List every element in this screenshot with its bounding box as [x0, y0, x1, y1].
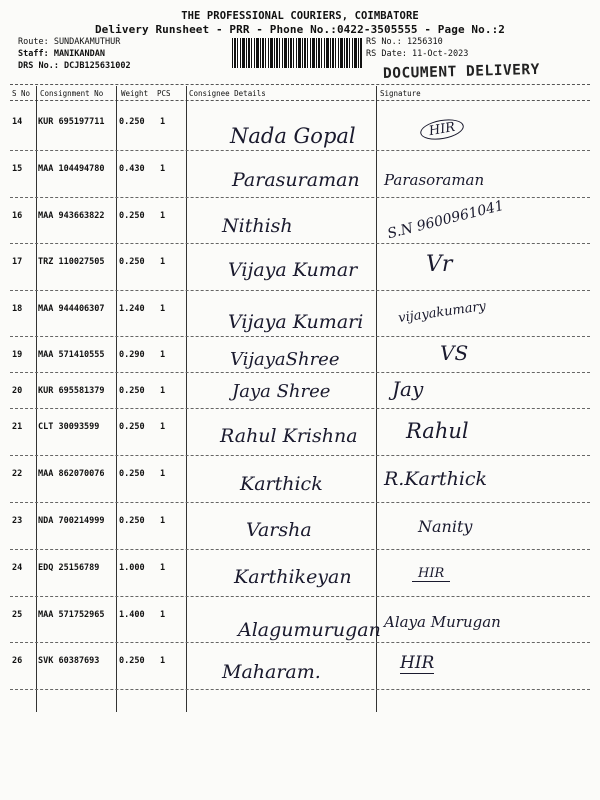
row-weight: 1.000: [119, 563, 145, 573]
row-consignment: MAA 104494780: [38, 164, 105, 174]
row-consignment: KUR 695197711: [38, 117, 105, 127]
row-pcs: 1: [160, 422, 166, 432]
table-row: [0, 456, 600, 503]
row-weight: 0.250: [119, 469, 145, 479]
row-pcs: 1: [160, 257, 166, 267]
drs-number: DRS No.: DCJB125631002: [18, 61, 131, 71]
barcode: [232, 38, 362, 68]
row-weight: 0.250: [119, 117, 145, 127]
signature: Vr: [426, 252, 453, 277]
row-sno: 21: [12, 422, 23, 432]
runsheet-table: [0, 104, 600, 690]
row-weight: 0.250: [119, 386, 145, 396]
row-pcs: 1: [160, 164, 166, 174]
consignee-handwriting: Nada Gopal: [230, 124, 356, 148]
consignee-handwriting: Nithish: [222, 215, 293, 237]
signature: HIR: [419, 116, 466, 142]
signature: Alaya Murugan: [384, 613, 501, 631]
row-pcs: 1: [160, 350, 166, 360]
row-consignment: SVK 60387693: [38, 656, 100, 666]
col-header-signature: Signature: [380, 89, 421, 98]
company-title: THE PROFESSIONAL COURIERS, COIMBATORE: [181, 10, 419, 22]
table-row: [0, 643, 600, 690]
row-sno: 16: [12, 211, 23, 221]
row-pcs: 1: [160, 117, 166, 127]
header-top-rule: [10, 84, 590, 85]
row-consignment: MAA 944406307: [38, 304, 105, 314]
row-weight: 0.250: [119, 257, 145, 267]
row-sno: 15: [12, 164, 23, 174]
col-header-consignment: Consignment No: [40, 89, 104, 98]
signature: HIR: [412, 566, 450, 582]
table-row: [0, 373, 600, 409]
table-row: [0, 597, 600, 643]
row-weight: 1.400: [119, 610, 145, 620]
table-row: [0, 291, 600, 337]
table-row: [0, 503, 600, 550]
row-pcs: 1: [160, 516, 166, 526]
route-label: Route: SUNDAKAMUTHUR: [18, 37, 121, 47]
header-bottom-rule: [10, 100, 590, 101]
col-header-sno: S No: [12, 89, 31, 98]
rs-date: RS Date: 11-Oct-2023: [366, 49, 469, 59]
signature: Nanity: [418, 517, 473, 536]
row-sno: 26: [12, 656, 23, 666]
consignee-handwriting: Alagumurugan: [238, 619, 381, 641]
staff-label: Staff: MANIKANDAN: [18, 49, 105, 59]
row-consignment: KUR 695581379: [38, 386, 105, 396]
row-weight: 0.290: [119, 350, 145, 360]
row-sno: 20: [12, 386, 23, 396]
table-row: [0, 337, 600, 373]
col-header-pcs: PCS: [157, 89, 171, 98]
table-row: [0, 198, 600, 244]
consignee-handwriting: VijayaShree: [230, 349, 340, 370]
consignee-handwriting: Jaya Shree: [232, 381, 331, 402]
table-row: [0, 104, 600, 151]
row-sno: 23: [12, 516, 23, 526]
signature: HIR: [400, 653, 435, 673]
consignee-handwriting: Varsha: [246, 519, 312, 541]
table-row: [0, 550, 600, 597]
row-pcs: 1: [160, 563, 166, 573]
row-sno: 24: [12, 563, 23, 573]
row-pcs: 1: [160, 304, 166, 314]
row-pcs: 1: [160, 469, 166, 479]
signature: S.N 9600961041: [385, 197, 506, 243]
row-consignment: MAA 571410555: [38, 350, 105, 360]
row-sno: 22: [12, 469, 23, 479]
row-sno: 18: [12, 304, 23, 314]
row-consignment: NDA 700214999: [38, 516, 105, 526]
row-weight: 0.430: [119, 164, 145, 174]
runsheet-subtitle: Delivery Runsheet - PRR - Phone No.:0422-3505555 - Page No.:2: [94, 23, 506, 36]
row-consignment: MAA 862070076: [38, 469, 105, 479]
row-pcs: 1: [160, 211, 166, 221]
consignee-handwriting: Vijaya Kumari: [228, 311, 364, 333]
consignee-handwriting: Rahul Krishna: [220, 425, 358, 447]
table-row: [0, 151, 600, 198]
row-consignment: TRZ 110027505: [38, 257, 105, 267]
consignee-handwriting: Vijaya Kumar: [228, 259, 358, 281]
consignee-handwriting: Karthick: [240, 473, 323, 495]
row-consignment: MAA 943663822: [38, 211, 105, 221]
row-weight: 0.250: [119, 516, 145, 526]
row-weight: 0.250: [119, 656, 145, 666]
row-weight: 0.250: [119, 211, 145, 221]
row-consignment: EDQ 25156789: [38, 563, 100, 573]
document-delivery-stamp: DOCUMENT DELIVERY: [382, 61, 541, 83]
row-weight: 0.250: [119, 422, 145, 432]
row-pcs: 1: [160, 656, 166, 666]
signature: Parasoraman: [384, 171, 485, 189]
consignee-handwriting: Maharam.: [222, 661, 321, 683]
table-row: [0, 244, 600, 291]
signature: R.Karthick: [384, 468, 488, 490]
table-row: [0, 409, 600, 456]
row-pcs: 1: [160, 386, 166, 396]
consignee-handwriting: Parasuraman: [232, 169, 360, 191]
row-consignment: CLT 30093599: [38, 422, 100, 432]
signature: vijayakumary: [397, 298, 487, 327]
row-consignment: MAA 571752965: [38, 610, 105, 620]
col-header-weight: Weight: [121, 89, 149, 98]
row-pcs: 1: [160, 610, 166, 620]
rs-number: RS No.: 1256310: [366, 37, 443, 47]
consignee-handwriting: Karthikeyan: [234, 566, 352, 588]
signature: Jay: [392, 377, 424, 401]
row-sno: 14: [12, 117, 23, 127]
signature: Rahul: [406, 419, 469, 443]
row-sno: 19: [12, 350, 23, 360]
row-sno: 17: [12, 257, 23, 267]
row-weight: 1.240: [119, 304, 145, 314]
row-sno: 25: [12, 610, 23, 620]
signature: VS: [440, 341, 469, 365]
col-header-consignee: Consignee Details: [189, 89, 266, 98]
